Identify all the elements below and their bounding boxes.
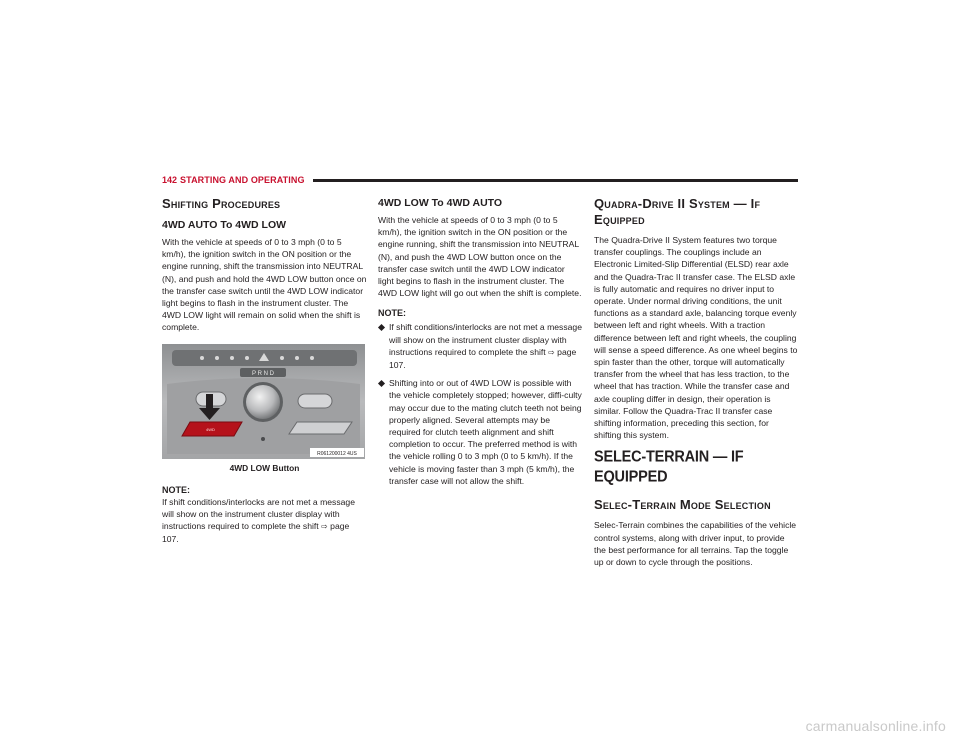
paragraph-quadra-drive: The Quadra-Drive II System features two torque transfer couplings. The couplings include an Electronic Limited-Slip Differential (ELSD) rear axle and the Quadra-Trac II transfer case. The ELSD axle is fully automatic and requires no driver input to operate. Under normal driving conditions, the unit functions as a standard axle, balancing torque evenly between left and right wheels. With a traction difference between left and right wheels, the coupling will sense a speed difference. As one wheel begins to spin faster than the other, torque will automatically transfer from the wheel that has less traction, to the wheel that has traction. While the transfer case and axle coupling differ in design, their operation is similar. Follow the Quadra-Trac II transfer case shifting information, preceding this section, for shifting this system.: [594, 235, 798, 441]
bullet-text: Shifting into or out of 4WD LOW is possible with the vehicle completely stopped; however, diffi-culty may occur due to the mating clutch teeth not being properly aligned. Several attempts may be required for clutch teeth alignment and shift completion to occur. The preferred method is with the vehicle rolling 0 to 3 mph (0 to 5 km/h). If the vehicle is moving faster than 3 mph (5 km/h), the transfer case will not allow the shift.: [389, 378, 582, 486]
bullet-text: If shift conditions/interlocks are not met a message will show on the instrument cluster display with instructions required to complete the shift: [389, 322, 582, 357]
subheading-auto-to-low: 4WD AUTO To 4WD LOW: [162, 219, 287, 231]
note-bullet-list: [378, 321, 582, 487]
note-page-reference[interactable]: page 107.: [162, 521, 350, 545]
section-title-shifting-procedures: Shifting Procedures: [162, 196, 281, 211]
image-code: R061200012 4US: [317, 450, 357, 457]
bullet-page-reference[interactable]: page 107.: [389, 346, 577, 371]
column-3: [594, 196, 798, 576]
list-item: [378, 321, 582, 371]
paragraph-low-to-auto: With the vehicle at speeds of 0 to 3 mph (0 to 5 km/h), the ignition switch in the ON position or the engine running, shift the transmission into NEUTRAL (N), and push the 4WD LOW button once on the transfer case switch until the 4WD LOW indicator light begins to flash in the instrument cluster. The 4WD LOW light will go out when the shift is complete.: [378, 215, 582, 299]
paragraph-selec-terrain: Selec-Terrain combines the capabilities of the vehicle control systems, along with driver input, to provide the best performance for all terrains. Tap the toggle up or down to cycle through the positions.: [594, 520, 797, 568]
section-name: STARTING AND OPERATING: [180, 175, 305, 185]
figure-caption: 4WD LOW Button: [229, 462, 300, 473]
figure-4wd-low-button: [162, 344, 365, 459]
chapter-title-selec-terrain: SELEC-TERRAIN — IF EQUIPPED: [594, 448, 744, 487]
page-number: 142: [162, 175, 178, 185]
column-2: [378, 196, 582, 493]
section-title-quadra-drive: Quadra-Drive II System — If Equipped: [594, 196, 761, 227]
note-text: [162, 496, 367, 546]
paragraph-auto-to-low: With the vehicle at speeds of 0 to 3 mph (0 to 5 km/h), the ignition switch in the ON position or the engine running, shift the transmission into NEUTRAL (N), and push and hold the 4WD LOW button once on the transfer case switch until the 4WD LOW indicator light begins to flash in the instrument cluster. The 4WD LOW light will remain on solid when the shift is complete.: [162, 237, 367, 333]
gear-label: P R N D: [252, 370, 274, 377]
note-label: NOTE:: [378, 308, 406, 319]
subheading-low-to-auto: 4WD LOW To 4WD AUTO: [378, 197, 503, 209]
note-label: NOTE:: [162, 484, 190, 495]
svg-text:4WD: 4WD: [206, 426, 215, 432]
column-1: [162, 196, 367, 545]
console-illustration: [162, 344, 365, 459]
list-item: [378, 377, 582, 487]
section-title-mode-selection: Selec-Terrain Mode Selection: [594, 497, 771, 513]
watermark: carmanualsonline.info: [805, 718, 946, 734]
reference-arrow-icon: ⇨: [321, 522, 328, 532]
note-body: If shift conditions/interlocks are not met a message will show on the instrument cluster display with instructions required to complete the shift: [162, 496, 355, 532]
reference-arrow-icon: ⇨: [548, 347, 555, 357]
page-header: [162, 172, 798, 188]
header-rule: [313, 179, 798, 182]
